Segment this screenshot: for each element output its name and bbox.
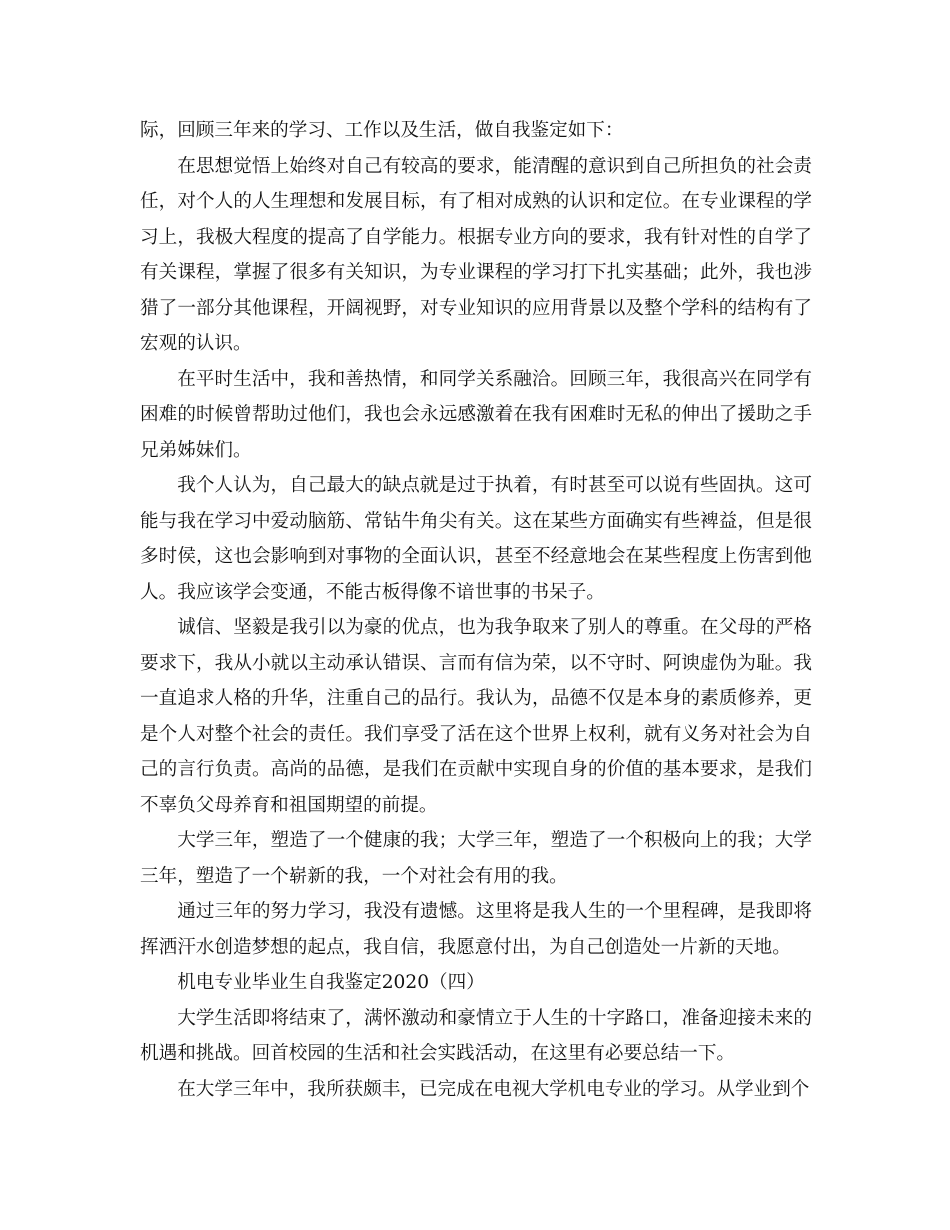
paragraph-intro-continuation: 际，回顾三年来的学习、工作以及生活，做自我鉴定如下： <box>140 120 624 141</box>
paragraph-integrity: 诚信、坚毅是我引以为豪的优点，也为我争取来了别人的尊重。在父母的严格要求下，我从小就以主动承认错误、言而有信为荣，以不守时、阿谀虚伪为耻。我一直追求人格的升华，注重自己的品行。我认为，品德不仅是本身的素质修养，更是个人对整个社会的责任。我们享受了活在这个世界上权利，就有义务对社会为自己的言行负责。高尚的品德，是我们在贡献中实现自身的价值的基本要求，是我们不辜负父母养育和祖国期望的前提。 <box>140 617 812 816</box>
paragraph-three-years: 大学三年，塑造了一个健康的我；大学三年，塑造了一个积极向上的我；大学三年，塑造了一个崭新的我，一个对社会有用的我。 <box>140 830 812 887</box>
paragraph-shortcomings: 我个人认为，自己最大的缺点就是过于执着，有时甚至可以说有些固执。这可能与我在学习中爱动脑筋、常钻牛角尖有关。这在某些方面确实有些裨益，但是很多时侯，这也会影响到对事物的全面认识，甚至不经意地会在某些程度上伤害到他人。我应该学会变通，不能古板得像不谙世事的书呆子。 <box>140 475 812 603</box>
paragraph-graduation: 大学生活即将结束了，满怀激动和豪情立于人生的十字路口，准备迎接未来的机遇和挑战。回首校园的生活和社会实践活动，在这里有必要总结一下。 <box>140 1007 812 1064</box>
paragraph-ideology: 在思想觉悟上始终对自己有较高的要求，能清醒的意识到自己所担负的社会责任，对个人的人生理想和发展目标，有了相对成熟的认识和定位。在专业课程的学习上，我极大程度的提高了自学能力。根据专业方向的要求，我有针对性的自学了有关课程，掌握了很多有关知识，为专业课程的学习打下扎实基础；此外，我也涉猎了一部分其他课程，开阔视野，对专业知识的应用背景以及整个学科的结构有了宏观的认识。 <box>140 155 812 354</box>
paragraph-no-regrets: 通过三年的努力学习，我没有遗憾。这里将是我人生的一个里程碑，是我即将挥洒汗水创造梦想的起点，我自信，我愿意付出，为自己创造处一片新的天地。 <box>140 901 812 958</box>
paragraph-achievements: 在大学三年中，我所获颇丰，已完成在电视大学机电专业的学习。从学业到个 <box>177 1078 810 1100</box>
section-heading: 机电专业毕业生自我鉴定2020（四） <box>177 972 485 993</box>
paragraph-daily-life: 在平时生活中，我和善热情，和同学关系融洽。回顾三年，我很高兴在同学有困难的时候曾帮助过他们，我也会永远感激着在我有困难时无私的伸出了援助之手兄弟姊妹们。 <box>140 368 812 461</box>
document-body <box>140 113 812 1107</box>
